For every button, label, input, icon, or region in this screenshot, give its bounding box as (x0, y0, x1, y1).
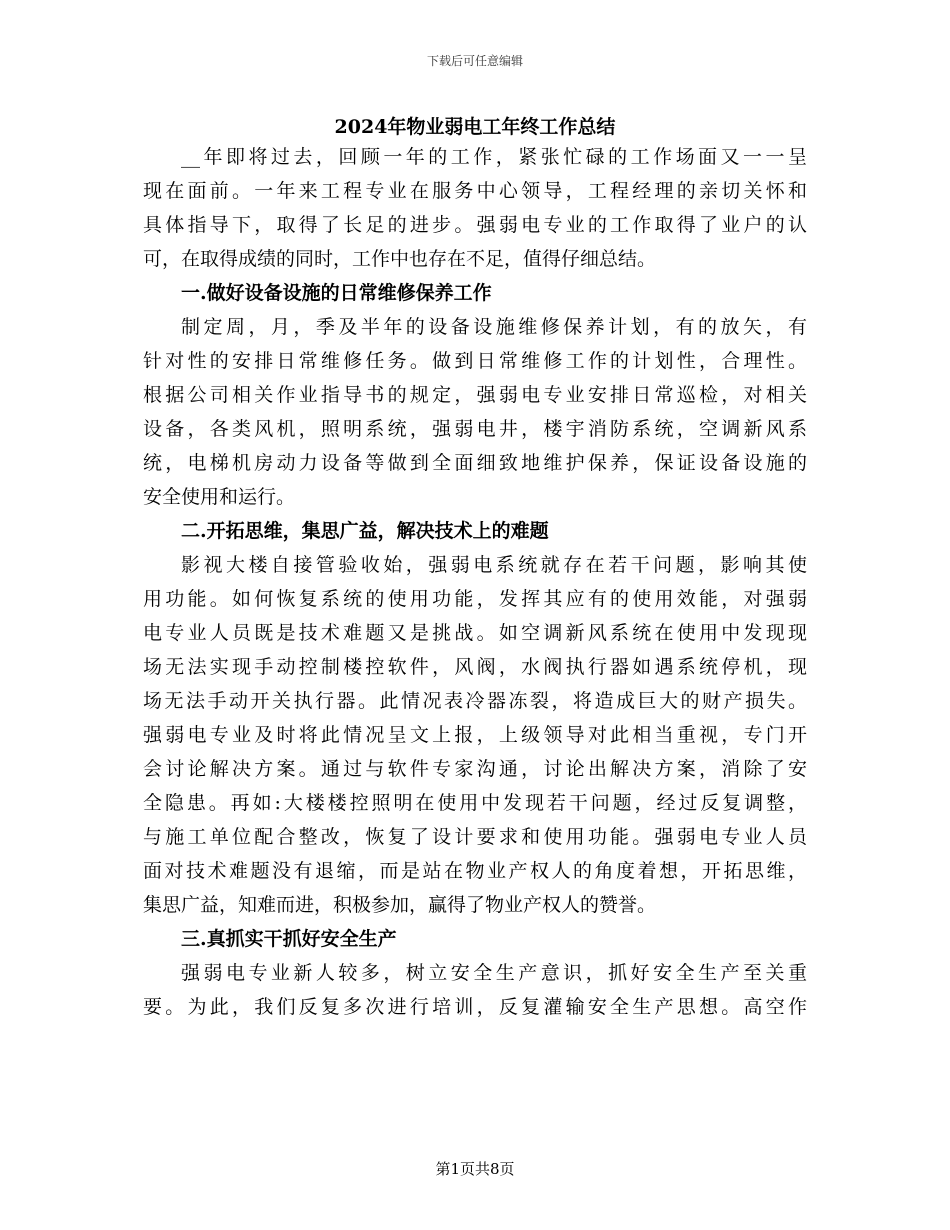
document-title: 2024年物业弱电工年终工作总结 (334, 116, 616, 138)
paragraph-line: __年即将过去，回顾一年的工作，紧张忙碌的工作场面又一一呈 (181, 146, 807, 168)
paragraph-line: 面对技术难题没有退缩，而是站在物业产权人的角度着想，开拓思维， (143, 860, 807, 882)
paragraph-line: 现在面前。一年来工程专业在服务中心领导，工程经理的亲切关怀和 (143, 180, 807, 202)
paragraph-line: 具体指导下，取得了长足的进步。强弱电专业的工作取得了业户的认 (143, 214, 807, 236)
paragraph-line: 会讨论解决方案。通过与软件专家沟通，讨论出解决方案，消除了安 (143, 758, 807, 780)
paragraph-line: 场无法手动开关执行器。此情况表冷器冻裂，将造成巨大的财产损失。 (143, 690, 807, 712)
section-heading: 二.开拓思维，集思广益，解决技术上的难题 (181, 520, 549, 542)
paragraph-line: 统，电梯机房动力设备等做到全面细致地维护保养，保证设备设施的 (143, 452, 807, 474)
paragraph-line: 用功能。如何恢复系统的使用功能，发挥其应有的使用效能，对强弱 (143, 588, 807, 610)
paragraph-line: 设备，各类风机，照明系统，强弱电井，楼宇消防系统，空调新风系 (143, 418, 807, 440)
section-heading: 三.真抓实干抓好安全生产 (181, 928, 397, 950)
paragraph-line: 集思广益，知难而进，积极参加，赢得了物业产权人的赞誉。 (143, 894, 657, 916)
section-heading: 一.做好设备设施的日常维修保养工作 (181, 282, 492, 304)
page-header-note: 下载后可任意编辑 (426, 54, 523, 68)
paragraph-line: 影视大楼自接管验收始，强弱电系统就存在若干问题，影响其使 (181, 554, 807, 576)
paragraph-line: 要。为此，我们反复多次进行培训，反复灌输安全生产思想。高空作 (143, 996, 807, 1018)
paragraph-line: 强弱电专业新人较多，树立安全生产意识，抓好安全生产至关重 (181, 962, 807, 984)
paragraph-line: 电专业人员既是技术难题又是挑战。如空调新风系统在使用中发现现 (143, 622, 807, 644)
paragraph-line: 针对性的安排日常维修任务。做到日常维修工作的计划性，合理性。 (143, 350, 807, 372)
paragraph-line: 制定周，月，季及半年的设备设施维修保养计划，有的放矢，有 (181, 316, 807, 338)
paragraph-line: 可，在取得成绩的同时，工作中也存在不足，值得仔细总结。 (143, 248, 657, 270)
paragraph-line: 安全使用和运行。 (143, 486, 296, 508)
paragraph-line: 全隐患。再如:大楼楼控照明在使用中发现若干问题，经过反复调整， (143, 792, 807, 814)
paragraph-line: 与施工单位配合整改，恢复了设计要求和使用功能。强弱电专业人员 (143, 826, 807, 848)
paragraph-line: 场无法实现手动控制楼控软件，风阀，水阀执行器如遇系统停机，现 (143, 656, 807, 678)
paragraph-line: 根据公司相关作业指导书的规定，强弱电专业安排日常巡检，对相关 (143, 384, 807, 406)
paragraph-line: 强弱电专业及时将此情况呈文上报，上级领导对此相当重视，专门开 (143, 724, 807, 746)
document-body (143, 140, 807, 1024)
page-number: 第1页共8页 (435, 1160, 515, 1178)
